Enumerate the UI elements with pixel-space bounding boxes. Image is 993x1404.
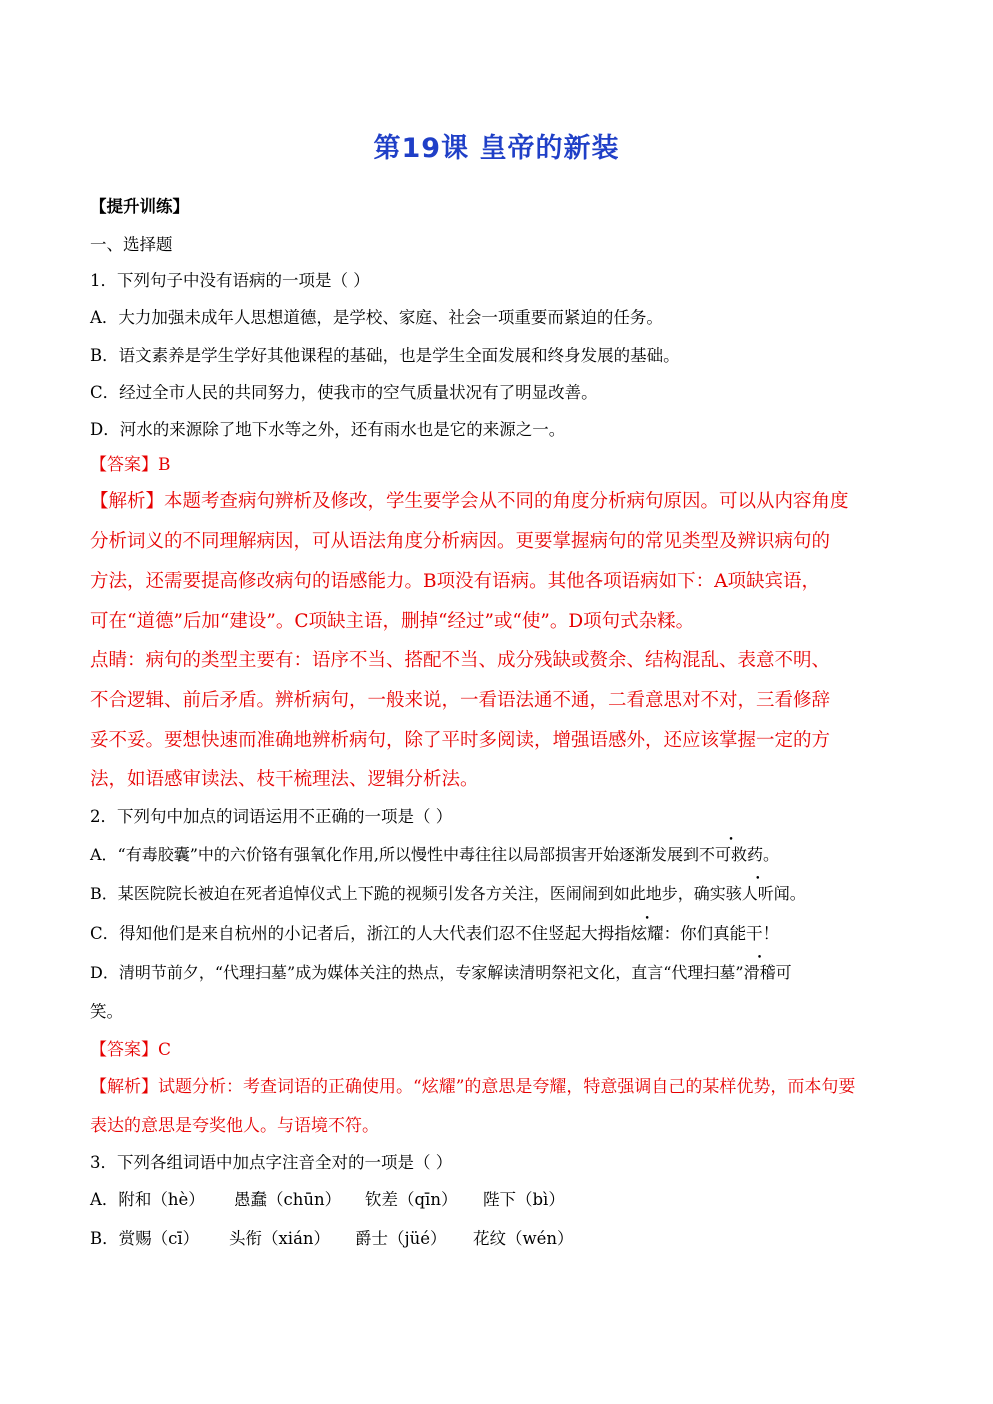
q2-d-dotted-word: 滑稽 — [743, 963, 776, 982]
q1-answer: 【答案】B — [90, 455, 171, 475]
q1-analysis-line: 点睛：病句的类型主要有：语序不当、搭配不当、成分残缺或赘余、结构混乱、表意不明、 — [90, 650, 831, 671]
page-title: 第19课 皇帝的新装 — [373, 133, 620, 164]
q1-analysis-line: 分析词义的不同理解病因，可从语法角度分析病因。更要掌握病句的常见类型及辨识病句的 — [90, 531, 831, 552]
q1-option-c: C．经过全市人民的共同努力，使我市的空气质量状况有了明显改善。 — [90, 383, 598, 402]
q2-d-end: 可 — [775, 963, 792, 982]
q2-option-d-continued: 笑。 — [90, 1002, 123, 1021]
q2-c-dotted-word: 炫耀 — [630, 924, 664, 943]
q3-b-item: B．赏赐（cī） — [90, 1229, 200, 1248]
q2-option-b — [90, 881, 806, 904]
q3-a-item: A．附和（hè） — [90, 1190, 205, 1209]
q2-b-end: 。 — [789, 884, 806, 903]
q1-analysis-line: 法，如语感审读法、枝干梳理法、逻辑分析法。 — [90, 769, 479, 790]
q3-a-item: 钦差（qīn） — [365, 1190, 458, 1209]
q2-d-text: D．清明节前夕，“代理扫墓”成为媒体关注的热点，专家解读清明祭祀文化，直言“代理扫墓” — [90, 963, 744, 982]
q1-option-a: A．大力加强未成年人思想道德，是学校、家庭、社会一项重要而紧迫的任务。 — [90, 308, 663, 327]
section-heading: 【提升训练】 — [90, 197, 189, 216]
q3-a-item: 愚蠢（chūn） — [234, 1190, 342, 1209]
q1-analysis-line: 妥不妥。要想快速而准确地辨析病句，除了平时多阅读，增强语感外，还应该掌握一定的方 — [90, 730, 831, 751]
q2-option-c — [90, 920, 779, 944]
q1-analysis-line: 【解析】本题考查病句辨析及修改，学生要学会从不同的角度分析病句原因。可以从内容角度 — [90, 491, 849, 512]
q2-stem: 2．下列句中加点的词语运用不正确的一项是（ ） — [90, 807, 453, 826]
q2-option-d — [90, 960, 792, 983]
q1-stem: 1．下列句子中没有语病的一项是（ ） — [90, 271, 370, 290]
q2-b-dotted-word: 骇人听闻 — [725, 884, 790, 903]
q1-analysis-line: 可在“道德”后加“建设”。C项缺主语，删掉“经过”或“使”。D项句式杂糅。 — [90, 611, 695, 632]
q1-analysis-line: 方法，还需要提高修改病句的语感能力。B项没有语病。其他各项语病如下：A项缺宾语， — [90, 571, 820, 592]
q3-b-item: 花纹（wén） — [473, 1229, 574, 1248]
q2-b-text: B．某医院院长被迫在死者追悼仪式上下跪的视频引发各方关注，医闹闹到如此地步，确实 — [90, 884, 726, 903]
q1-analysis-line: 不合逻辑、前后矛盾。辨析病句，一般来说，一看语法通不通，二看意思对不对，三看修辞 — [90, 690, 831, 711]
q2-a-text: A．“有毒胶囊”中的六价铬有强氧化作用,所以慢性中毒往往以局部损害开始逐渐发展到 — [90, 845, 700, 864]
q2-analysis-line: 表达的意思是夸奖他人。与语境不符。 — [90, 1116, 379, 1136]
q3-option-b — [90, 1225, 610, 1249]
q3-b-item: 爵士（jüé） — [355, 1229, 447, 1248]
q2-answer: 【答案】C — [90, 1040, 172, 1060]
q2-option-a — [90, 842, 779, 865]
q1-option-b: B．语文素养是学生学好其他课程的基础，也是学生全面发展和终身发展的基础。 — [90, 346, 680, 365]
part-heading: 一、选择题 — [90, 235, 173, 254]
q2-a-end: 。 — [763, 845, 780, 864]
q3-b-item: 头衔（xián） — [229, 1229, 331, 1248]
q3-option-a — [90, 1186, 610, 1210]
q1-option-d: D．河水的来源除了地下水等之外，还有雨水也是它的来源之一。 — [90, 420, 566, 439]
q3-a-item: 陛下（bì） — [483, 1190, 565, 1209]
q2-c-end: ：你们真能干！ — [663, 924, 780, 943]
q3-stem: 3．下列各组词语中加点字注音全对的一项是（ ） — [90, 1153, 453, 1172]
q2-a-dotted-word: 不可救药 — [699, 845, 764, 864]
q2-c-text: C．得知他们是来自杭州的小记者后，浙江的人大代表们忍不住竖起大拇指 — [90, 924, 631, 943]
q2-analysis-line: 【解析】试题分析：考查词语的正确使用。“炫耀”的意思是夸耀，特意强调自己的某样优势，而本句要 — [90, 1077, 856, 1097]
